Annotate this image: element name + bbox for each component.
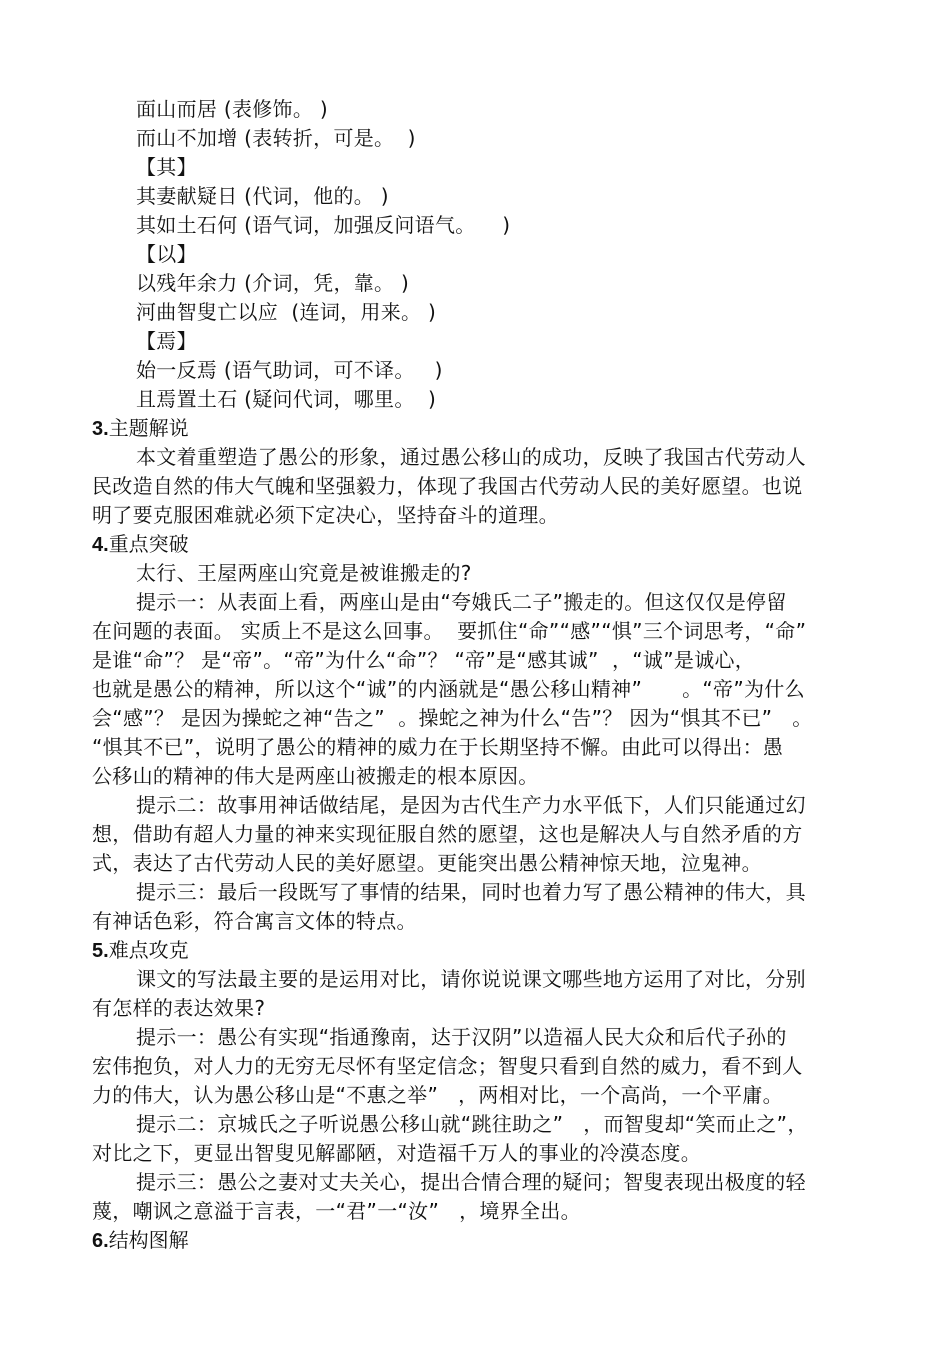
paragraph-line: 明了要克服困难就必须下定决心，坚持奋斗的道理。 (92, 503, 559, 527)
paragraph-line: 宏伟抱负，对人力的无穷无尽怀有坚定信念；智叟只看到自然的威力，看不到人 (92, 1054, 803, 1078)
paragraph-line: 是谁“命”？ 是“帝”。“帝”为什么“命”？ “帝”是“感其诚” ，“诚”是诚心， (92, 648, 756, 672)
paragraph-line: 有神话色彩，符合寓言文体的特点。 (92, 909, 417, 933)
paragraph-line: “惧其不已”，说明了愚公的精神的威力在于长期坚持不懈。由此可以得出：愚 (92, 735, 784, 759)
text-line: 始一反焉 (语气助词，可不译。 ) (136, 358, 443, 382)
section-number: 5. (92, 940, 109, 962)
paragraph-line: 提示一：愚公有实现“指通豫南，达于汉阴”以造福人民大众和后代子孙的 (136, 1025, 787, 1049)
text-line: 其妻献疑日 (代词，他的。 ) (136, 184, 389, 208)
paragraph-line: 想，借助有超人力量的神来实现征服自然的愿望，这也是解决人与自然矛盾的方 (92, 822, 803, 846)
text-line: 河曲智叟亡以应 (连词，用来。 ) (136, 300, 437, 324)
paragraph-line: 提示二：故事用神话做结尾，是因为古代生产力水平低下，人们只能通过幻 (136, 793, 806, 817)
question-line: 太行、王屋两座山究竟是被谁搬走的? (136, 561, 472, 585)
section-title: 重点突破 (108, 532, 189, 556)
paragraph-line: 式，表达了古代劳动人民的美好愿望。更能突出愚公精神惊天地，泣鬼神。 (92, 851, 762, 875)
text-line: 面山而居 (表修饰。 ) (136, 97, 328, 121)
text-line: 【其】 (136, 155, 197, 179)
paragraph-line: 提示一：从表面上看，两座山是由“夸娥氏二子”搬走的。但这仅仅是停留 (136, 590, 787, 614)
paragraph-line: 本文着重塑造了愚公的形象，通过愚公移山的成功，反映了我国古代劳动人 (136, 445, 806, 469)
question-line: 课文的写法最主要的是运用对比，请你说说课文哪些地方运用了对比，分别 (136, 967, 806, 991)
section-title: 结构图解 (108, 1228, 189, 1252)
text-line: 其如土石何 (语气词，加强反问语气。 ) (136, 213, 511, 237)
paragraph-line: 也就是愚公的精神，所以这个“诚”的内涵就是“愚公移山精神” 。“帝”为什么 (92, 677, 805, 701)
section-title: 难点攻克 (108, 938, 189, 962)
paragraph-line: 力的伟大，认为愚公移山是“不惠之举” ，两相对比，一个高尚，一个平庸。 (92, 1083, 783, 1107)
section-number: 4. (92, 534, 109, 556)
section-title: 主题解说 (108, 416, 189, 440)
text-line: 且焉置土石 (疑问代词，哪里。 ) (136, 387, 437, 411)
paragraph-line: 蔑，嘲讽之意溢于言表，一“君”一“汝” ，境界全出。 (92, 1199, 581, 1223)
section-number: 6. (92, 1230, 109, 1252)
question-line: 有怎样的表达效果? (92, 996, 266, 1020)
section-heading (92, 414, 189, 444)
paragraph-line: 提示二：京城氏之子听说愚公移山就“跳往助之” ，而智叟却“笑而止之”， (136, 1112, 808, 1136)
paragraph-line: 在问题的表面。 实质上不是这么回事。 要抓住“命”“感”“惧”三个词思考，“命” (92, 619, 807, 643)
paragraph-line: 提示三：最后一段既写了事情的结果，同时也着力写了愚公精神的伟大，具 (136, 880, 806, 904)
paragraph-line: 公移山的精神的伟大是两座山被搬走的根本原因。 (92, 764, 539, 788)
section-heading (92, 1226, 189, 1256)
section-number: 3. (92, 418, 109, 440)
section-heading (92, 530, 189, 560)
text-line: 【焉】 (136, 329, 197, 353)
paragraph-line: 民改造自然的伟大气魄和坚强毅力，体现了我国古代劳动人民的美好愿望。也说 (92, 474, 803, 498)
text-line: 而山不加增 (表转折，可是。 ) (136, 126, 416, 150)
section-heading (92, 936, 189, 966)
text-line: 以残年余力 (介词，凭，靠。 ) (136, 271, 410, 295)
paragraph-line: 会“感”？ 是因为操蛇之神“告之” 。操蛇之神为什么“告”？ 因为“惧其不已” 。 (92, 706, 813, 730)
paragraph-line: 对比之下，更显出智叟见解鄙陋，对造福千万人的事业的冷漠态度。 (92, 1141, 701, 1165)
text-line: 【以】 (136, 242, 197, 266)
paragraph-line: 提示三：愚公之妻对丈夫关心，提出合情合理的疑问；智叟表现出极度的轻 (136, 1170, 806, 1194)
